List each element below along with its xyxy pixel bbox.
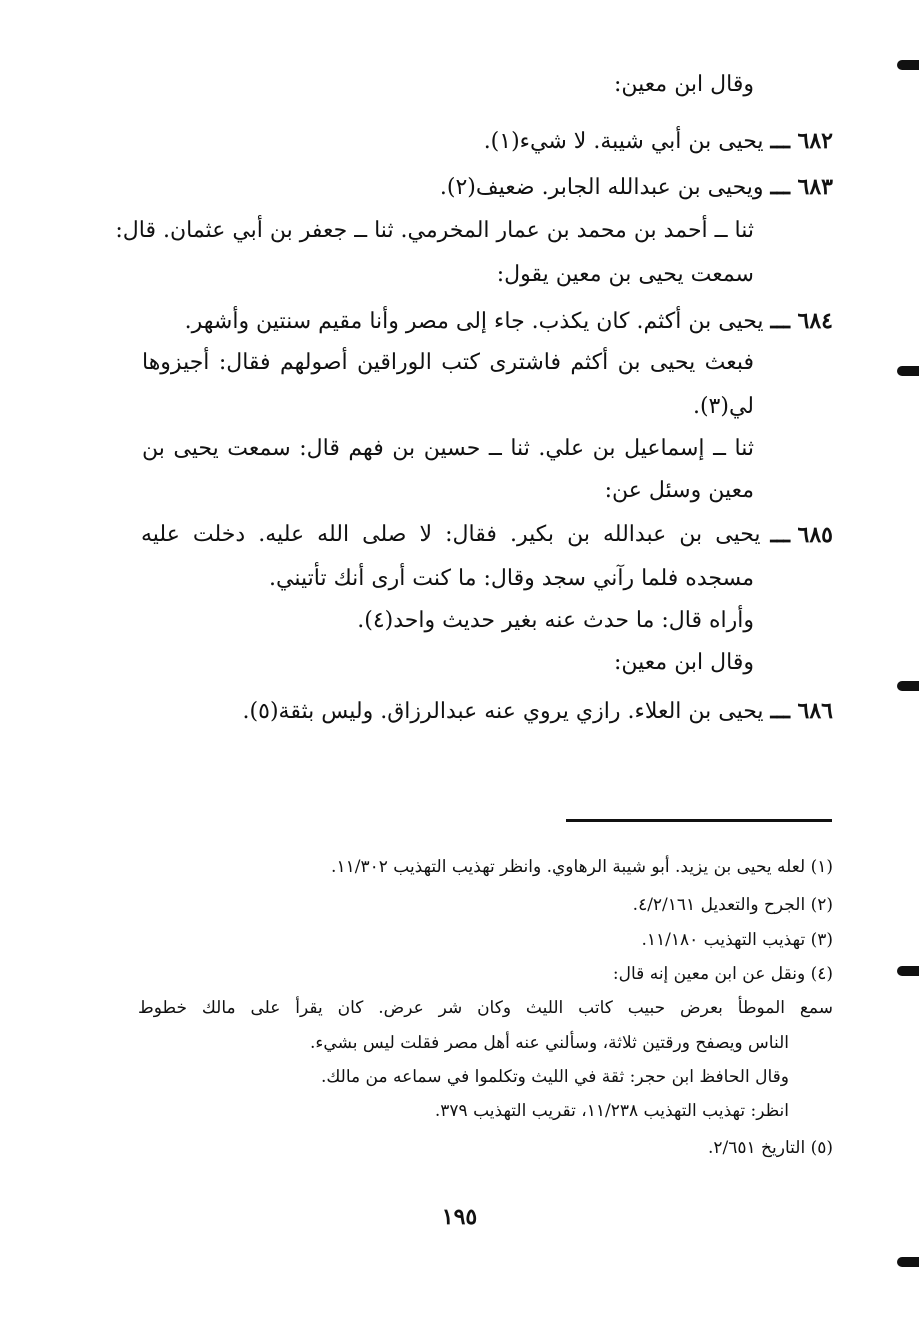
entry-text: يحيى بن العلاء. رازي يروي عنه عبدالرزاق. وليس بثقة(٥). <box>242 699 764 724</box>
text-line: ثنا ــ إسماعيل بن علي. ثنا ــ حسين بن فهم قال: سمعت يحيى بن <box>142 436 754 461</box>
entry-text: يحيى بن أكثم. كان يكذب. جاء إلى مصر وأنا مقيم سنتين وأشهر. <box>184 309 764 334</box>
footnote-4-line: الناس ويصفح ورقتين ثلاثة، وسألني عنه أهل مصر فقلت ليس بشيء. <box>310 1033 789 1053</box>
footnote-4: (٤) ونقل عن ابن معين إنه قال: <box>612 964 833 984</box>
entry-682 <box>484 126 833 157</box>
text-line: فبعث يحيى بن أكثم فاشترى كتب الوراقين أصولهم فقال: أجيزوها <box>142 350 754 375</box>
entry-684 <box>185 306 833 337</box>
entry-text: يحيى بن عبدالله بن بكير. فقال: لا صلى الله عليه. دخلت عليه <box>141 522 761 547</box>
text-line: وقال ابن معين: <box>614 72 754 97</box>
text-line: مسجده فلما رآني سجد وقال: ما كنت أرى أنك تأتيني. <box>269 566 754 591</box>
entry-number: ٦٨٣ ـــ <box>770 174 833 200</box>
entry-number: ٦٨٢ ـــ <box>770 128 833 154</box>
edge-mark <box>897 966 919 976</box>
footnote-5: (٥) التاريخ ٢/٦٥١. <box>707 1138 833 1158</box>
edge-mark <box>897 681 919 691</box>
entry-number: ٦٨٤ ـــ <box>770 308 833 334</box>
footnote-1: (١) لعله يحيى بن يزيد. أبو شيبة الرهاوي. وانظر تهذيب التهذيب ١١/٣٠٢. <box>331 857 833 877</box>
text-line: سمعت يحيى بن معين يقول: <box>496 262 754 287</box>
footnote-2: (٢) الجرح والتعديل ٤/٢/١٦١. <box>632 895 833 915</box>
edge-mark <box>897 60 919 70</box>
entry-685 <box>141 520 833 550</box>
text-line: معين وسئل عن: <box>604 478 754 503</box>
footnote-separator <box>566 819 832 822</box>
page-number: ١٩٥ <box>441 1204 478 1230</box>
edge-mark <box>897 366 919 376</box>
text-line: وأراه قال: ما حدث عنه بغير حديث واحد(٤). <box>357 608 754 633</box>
text-line: وقال ابن معين: <box>614 650 754 675</box>
entry-683 <box>440 172 833 203</box>
entry-text: ويحيى بن عبدالله الجابر. ضعيف(٢). <box>439 175 764 200</box>
entry-number: ٦٨٥ ـــ <box>770 522 833 548</box>
entry-text: يحيى بن أبي شيبة. لا شيء(١). <box>483 129 764 154</box>
footnote-4-line: وقال الحافظ ابن حجر: ثقة في الليث وتكلموا في سماعه من مالك. <box>320 1067 789 1087</box>
entry-number: ٦٨٦ ـــ <box>770 698 833 724</box>
text-line: لي(٣). <box>692 394 754 419</box>
footnote-4-line: انظر: تهذيب التهذيب ١١/٢٣٨، تقريب التهذيب ٣٧٩. <box>434 1101 789 1121</box>
text-line: ثنا ــ أحمد بن محمد بن عمار المخرمي. ثنا ــ جعفر بن أبي عثمان. قال: <box>115 218 754 243</box>
edge-mark <box>897 1257 919 1267</box>
footnote-3: (٣) تهذيب التهذيب ١١/١٨٠. <box>641 930 833 950</box>
footnote-4-line: سمع الموطأ بعرض حبيب كاتب الليث وكان شر عرض. كان يقرأ على مالك خطوط <box>138 998 833 1018</box>
entry-686 <box>243 696 833 727</box>
